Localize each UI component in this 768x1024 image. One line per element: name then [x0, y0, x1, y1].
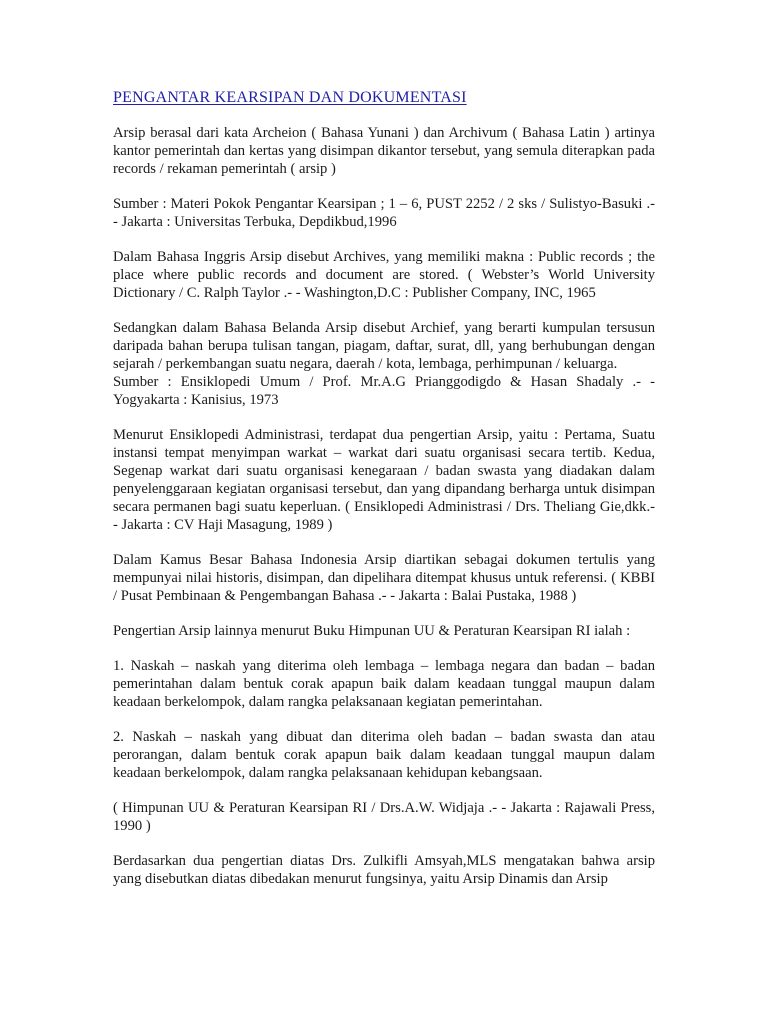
paragraph-source-himpunan: ( Himpunan UU & Peraturan Kearsipan RI / Drs.A.W. Widjaja .- - Jakarta : Rajawali Press, 1990 )	[113, 800, 655, 834]
paragraph-kbbi-definition: Dalam Kamus Besar Bahasa Indonesia Arsip diartikan sebagai dokumen tertulis yang mempunyai nilai historis, disimpan, dan dipelihara ditempat khusus untuk referensi. ( KBBI / Pusat Pembinaan & Pengembangan Bahasa .- - Jakarta : Balai Pustaka, 1988 )	[113, 552, 655, 604]
paragraph-source-basuki: Sumber : Materi Pokok Pengantar Kearsipan ; 1 – 6, PUST 2252 / 2 sks / Sulistyo-Basuki .- - Jakarta : Universitas Terbuka, Depdikbud,1996	[113, 196, 655, 230]
paragraph-english-definition: Dalam Bahasa Inggris Arsip disebut Archives, yang memiliki makna : Public records ; the place where public records and document are stored. ( Webster’s World University Dictionary / C. Ralph Taylor .- - Washington,D.C : Publisher Company, INC, 1965	[113, 249, 655, 301]
list-item-1: 1. Naskah – naskah yang diterima oleh lembaga – lembaga negara dan badan – badan pemerintahan dalam bentuk corak apapun baik dalam keadaan tunggal maupun dalam keadaan berkelompok, dalam rangka pelaksanaan kegiatan pemerintahan.	[113, 658, 655, 710]
paragraph-dutch-definition: Sedangkan dalam Bahasa Belanda Arsip disebut Archief, yang berarti kumpulan tersusun daripada bahan berupa tulisan tangan, piagam, daftar, surat, dll, yang berhubungan dengan sejarah / perkembangan suatu negara, daerah / kota, lembaga, perhimpunan / keluarga.	[113, 320, 655, 372]
paragraph-himpunan-intro: Pengertian Arsip lainnya menurut Buku Himpunan UU & Peraturan Kearsipan RI ialah :	[113, 623, 631, 639]
document-title: PENGANTAR KEARSIPAN DAN DOKUMENTASI	[113, 89, 467, 106]
list-item-2: 2. Naskah – naskah yang dibuat dan diterima oleh badan – badan swasta dan atau perorangan, dalam bentuk corak apapun baik dalam keadaan tunggal maupun dalam keadaan berkelompok, dalam rangka pelaksanaan kehidupan kebangsaan.	[113, 729, 655, 781]
document-page	[113, 88, 655, 905]
paragraph-source-ensiklopedi-umum: Sumber : Ensiklopedi Umum / Prof. Mr.A.G Prianggodigdo & Hasan Shadaly .- - Yogyakarta : Kanisius, 1973	[113, 374, 655, 408]
paragraph-zulkifli: Berdasarkan dua pengertian diatas Drs. Zulkifli Amsyah,MLS mengatakan bahwa arsip yang disebutkan diatas dibedakan menurut fungsinya, yaitu Arsip Dinamis dan Arsip	[113, 853, 655, 887]
paragraph-etymology: Arsip berasal dari kata Archeion ( Bahasa Yunani ) dan Archivum ( Bahasa Latin ) artinya kantor pemerintah dan kertas yang disimpan dikantor tersebut, yang semula diterapkan pada records / rekaman pemerintah ( arsip )	[113, 125, 655, 177]
paragraph-ensiklopedi-administrasi: Menurut Ensiklopedi Administrasi, terdapat dua pengertian Arsip, yaitu : Pertama, Suatu instansi tempat menyimpan warkat – warkat dari suatu organisasi secara tertib. Kedua, Segenap warkat dari suatu organisasi kenegaraan / badan swasta yang diadakan dalam penyelenggaraan kegiatan organisasi tersebut, dan yang dipandang berharga untuk disimpan secara permanen bagi suatu keperluan. ( Ensiklopedi Administrasi / Drs. Theliang Gie,dkk.- - Jakarta : CV Haji Masagung, 1989 )	[113, 427, 655, 533]
